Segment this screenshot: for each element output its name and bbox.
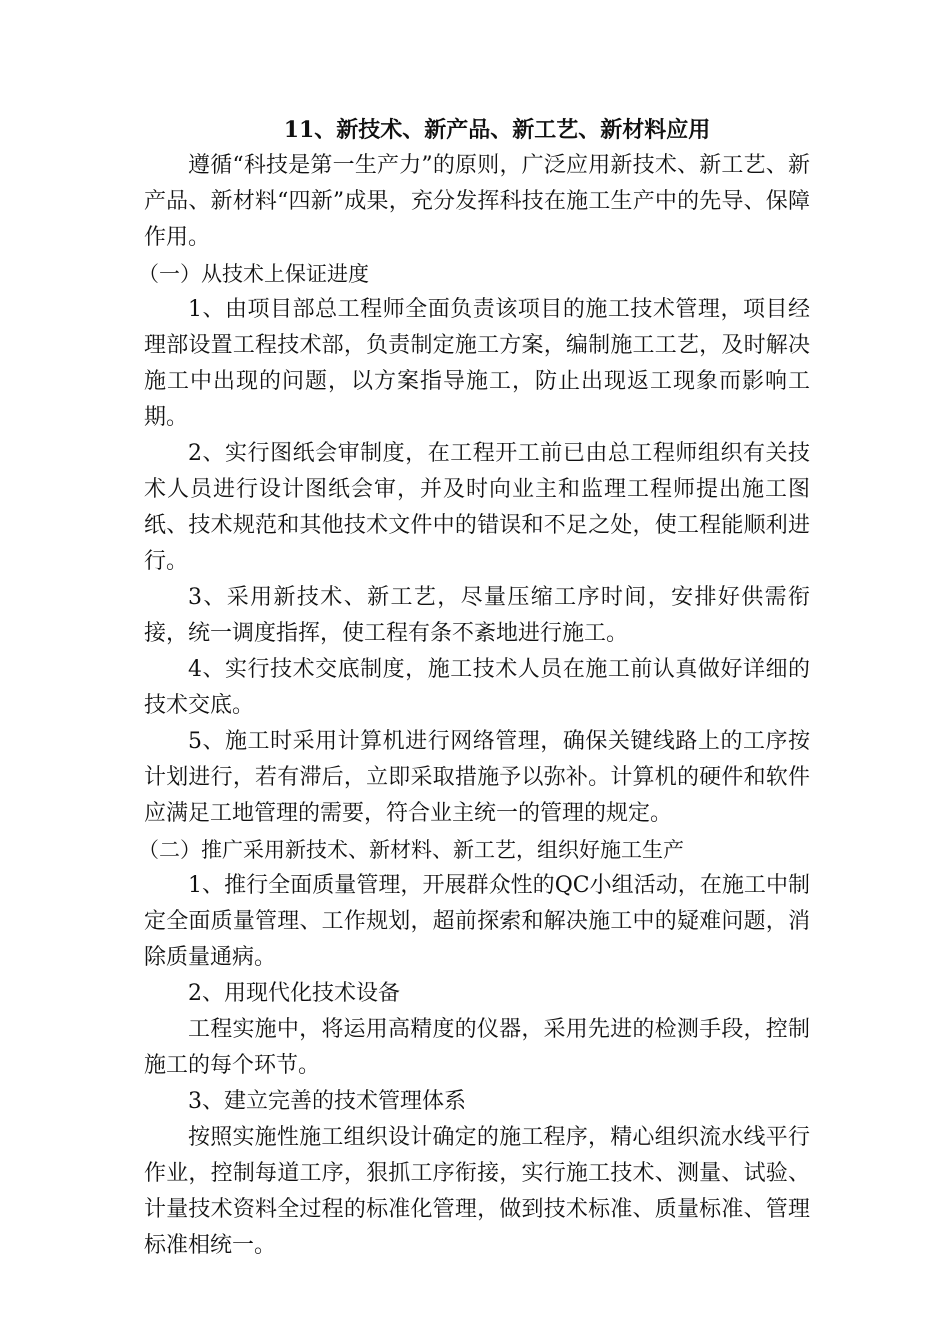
section-heading-2: （二）推广采用新技术、新材料、新工艺，组织好施工生产 bbox=[138, 838, 684, 862]
section1-item-3: 3、采用新技术、新工艺，尽量压缩工序时间，安排好供需衔接，统一调度指挥，使工程有条不紊地进行施工。 bbox=[144, 585, 810, 646]
section2-item-5: 按照实施性施工组织设计确定的施工程序，精心组织流水线平行作业，控制每道工序，狠抓工序衔接，实行施工技术、测量、试验、计量技术资料全过程的标准化管理，做到技术标准、质量标准、管理标准相统一。 bbox=[144, 1125, 810, 1258]
section2-item-1: 1、推行全面质量管理，开展群众性的QC小组活动，在施工中制定全面质量管理、工作规划，超前探索和解决施工中的疑难问题，消除质量通病。 bbox=[144, 873, 810, 970]
section2-item-4: 3、建立完善的技术管理体系 bbox=[188, 1089, 466, 1114]
intro-paragraph: 遵循“科技是第一生产力”的原则，广泛应用新技术、新工艺、新产品、新材料“四新”成果，充分发挥科技在施工生产中的先导、保障作用。 bbox=[144, 153, 810, 250]
document-title: 11、新技术、新产品、新工艺、新材料应用 bbox=[283, 117, 711, 143]
section1-item-5: 5、施工时采用计算机进行网络管理，确保关键线路上的工序按计划进行，若有滞后，立即采取措施予以弥补。计算机的硬件和软件应满足工地管理的需要，符合业主统一的管理的规定。 bbox=[144, 729, 810, 826]
document-page bbox=[138, 112, 810, 1264]
section1-item-4: 4、实行技术交底制度，施工技术人员在施工前认真做好详细的技术交底。 bbox=[144, 657, 810, 718]
section2-item-3: 工程实施中，将运用高精度的仪器，采用先进的检测手段，控制施工的每个环节。 bbox=[144, 1017, 810, 1078]
section2-item-2: 2、用现代化技术设备 bbox=[188, 981, 400, 1006]
section1-item-1: 1、由项目部总工程师全面负责该项目的施工技术管理，项目经理部设置工程技术部，负责制定施工方案，编制施工工艺，及时解决施工中出现的问题，以方案指导施工，防止出现返工现象而影响工期。 bbox=[144, 297, 810, 430]
section-heading-1: （一）从技术上保证进度 bbox=[138, 262, 369, 286]
section1-item-2: 2、实行图纸会审制度，在工程开工前已由总工程师组织有关技术人员进行设计图纸会审，并及时向业主和监理工程师提出施工图纸、技术规范和其他技术文件中的错误和不足之处，使工程能顺利进行。 bbox=[144, 441, 810, 574]
